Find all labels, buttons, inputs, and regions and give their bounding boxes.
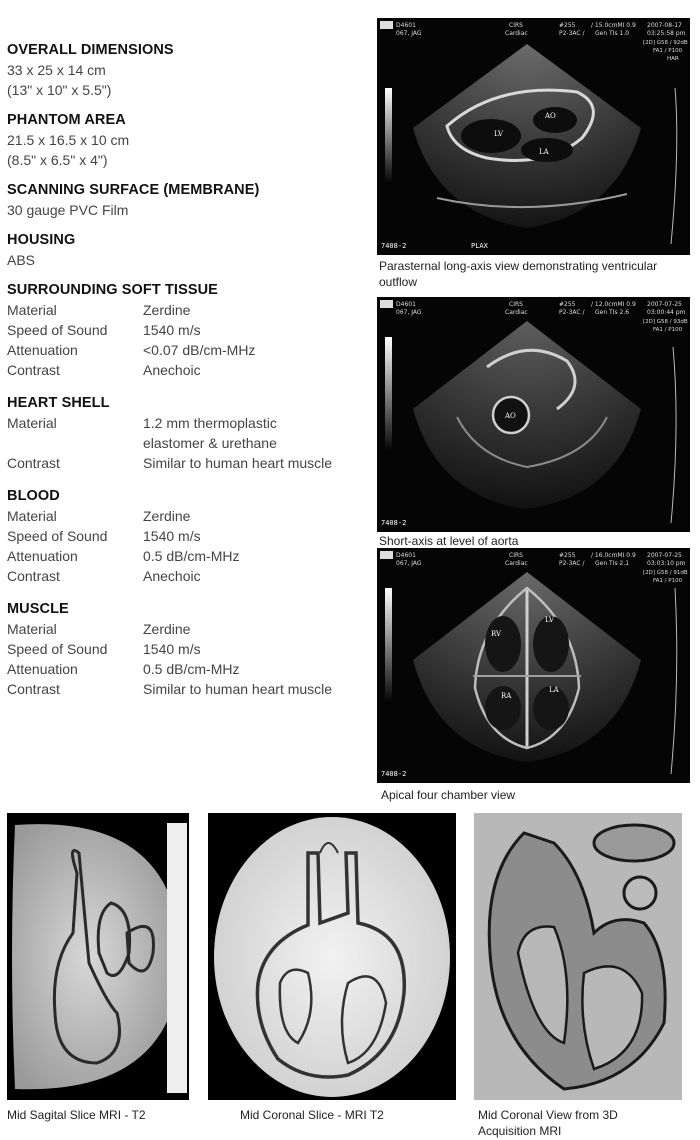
ultrasound-caption-apical xyxy=(381,787,696,803)
hdr-operator: 067, JAG xyxy=(396,560,422,567)
hdr-gen: Gen TIs 1.0 xyxy=(595,30,630,37)
spec-key: Contrast xyxy=(7,568,60,584)
spec-key: Material xyxy=(7,621,57,637)
hdr-settings-1: [2D] G58 / 91dB xyxy=(643,570,688,576)
caption-line: Mid Sagital Slice MRI - T2 xyxy=(7,1108,146,1122)
spec-value: 30 gauge PVC Film xyxy=(7,202,129,218)
section-title: BLOOD xyxy=(7,488,60,504)
hdr-time: 03:03:10 pm xyxy=(647,560,686,567)
spec-key: Attenuation xyxy=(7,661,78,677)
spec-row xyxy=(7,546,367,566)
hdr-settings-3: HAR xyxy=(667,56,679,62)
mri-coronal-graphic xyxy=(208,813,456,1100)
lv-cavity xyxy=(533,616,569,672)
spec-row xyxy=(7,413,367,433)
mri-caption-sagittal xyxy=(7,1107,207,1123)
hdr-depth: / 12.0cmMI 0.9 xyxy=(591,301,636,308)
ultrasound-image-apical xyxy=(377,548,690,783)
spec-key: Material xyxy=(7,508,57,524)
scanner-logo xyxy=(380,21,393,29)
chamber-label: LA xyxy=(539,148,549,156)
spec-list xyxy=(7,40,367,699)
spec-key: Contrast xyxy=(7,681,60,697)
spec-val: 0.5 dB/cm-MHz xyxy=(143,548,240,564)
hdr-gen: Gen TIs 2.6 xyxy=(595,309,630,316)
chamber-label: AO xyxy=(505,412,516,420)
lv-cavity xyxy=(461,119,521,153)
hdr-manufacturer: CIRS xyxy=(509,552,523,559)
ultrasound-plax-graphic xyxy=(377,18,690,255)
spec-row xyxy=(7,566,367,586)
spec-key: Material xyxy=(7,415,57,431)
spec-row xyxy=(7,340,367,360)
hdr-manufacturer: CIRS xyxy=(509,22,523,29)
section-title: SCANNING SURFACE (MEMBRANE) xyxy=(7,182,260,198)
spec-value: (8.5" x 6.5" x 4") xyxy=(7,152,108,168)
hdr-probe: P2-3AC / xyxy=(559,560,585,567)
spec-val: 1540 m/s xyxy=(143,322,201,338)
spec-overall-dimensions xyxy=(7,40,367,100)
mri-image-3d xyxy=(474,813,682,1100)
spec-key: Speed of Sound xyxy=(7,528,108,544)
ultrasound-caption-plax xyxy=(379,258,694,290)
caption-line: Short-axis at level of aorta xyxy=(379,534,519,548)
hdr-depth: / 15.0cmMI 0.9 xyxy=(591,22,636,29)
caption-line: Mid Coronal Slice - MRI T2 xyxy=(240,1108,384,1122)
section-title: SURROUNDING SOFT TISSUE xyxy=(7,282,218,298)
chamber-label: LA xyxy=(549,686,559,694)
spec-heart-shell xyxy=(7,393,367,473)
spec-key: Speed of Sound xyxy=(7,322,108,338)
hdr-gen: Gen TIs 2.1 xyxy=(595,560,630,567)
spec-row xyxy=(7,506,367,526)
mri-caption-3d xyxy=(478,1107,688,1139)
hdr-probe: P2-3AC / xyxy=(559,309,585,316)
spec-row xyxy=(7,619,367,639)
spec-value: 33 x 25 x 14 cm xyxy=(7,62,106,78)
vessel-ring-small xyxy=(624,877,656,909)
spec-row xyxy=(7,679,367,699)
hdr-time: 03:25:58 pm xyxy=(647,30,686,37)
caption-line: outflow xyxy=(379,275,418,289)
chamber-label: LV xyxy=(494,130,503,138)
spec-value: 21.5 x 16.5 x 10 cm xyxy=(7,132,130,148)
chamber-label: RV xyxy=(491,630,502,638)
hdr-time: 03:00:44 pm xyxy=(647,309,686,316)
mri-caption-coronal xyxy=(240,1107,460,1123)
spec-val: 1.2 mm thermoplastic xyxy=(143,415,277,431)
spec-row xyxy=(7,300,367,320)
ultrasound-caption-short-axis xyxy=(379,533,694,549)
spec-key xyxy=(7,433,143,453)
ultrasound-short-axis-graphic xyxy=(377,297,690,532)
hdr-operator: 067, JAG xyxy=(396,309,422,316)
section-title: HEART SHELL xyxy=(7,395,110,411)
spec-key: Contrast xyxy=(7,362,60,378)
spec-val: <0.07 dB/cm-MHz xyxy=(143,342,256,358)
hdr-mode: Cardiac xyxy=(505,30,528,37)
spec-row xyxy=(7,453,367,473)
ao-cavity xyxy=(533,107,577,133)
grayscale-bar xyxy=(385,88,392,184)
hdr-number: #255 xyxy=(559,301,576,308)
chamber-label: RA xyxy=(501,692,512,700)
spec-val: Similar to human heart muscle xyxy=(143,681,333,697)
spec-value: ABS xyxy=(7,252,36,268)
spec-phantom-area xyxy=(7,110,367,170)
hdr-date: 2007-08-17 xyxy=(647,22,682,29)
spec-blood xyxy=(7,486,367,586)
spec-val: Anechoic xyxy=(143,568,201,584)
mri-3d-graphic xyxy=(474,813,682,1100)
spec-val: elastomer & urethane xyxy=(143,435,277,451)
rv-cavity xyxy=(485,616,521,672)
caption-line: Apical four chamber view xyxy=(381,788,516,802)
chamber-label: LV xyxy=(545,616,554,624)
grayscale-bar xyxy=(385,588,392,704)
mri-image-coronal xyxy=(208,813,456,1100)
scanner-logo xyxy=(380,300,393,308)
caption-line: Parasternal long-axis view demonstrating ventricular xyxy=(379,259,658,273)
spec-val: Zerdine xyxy=(143,302,191,318)
caption-line: Acquisition MRI xyxy=(478,1124,562,1138)
image-code: 7408-2 xyxy=(381,242,407,250)
spec-row xyxy=(7,320,367,340)
hdr-settings-2: FA1 / P100 xyxy=(653,48,683,54)
hdr-id: D4601 xyxy=(396,552,416,559)
spec-val: Anechoic xyxy=(143,362,201,378)
hdr-number: #255 xyxy=(559,552,576,559)
spec-key: Attenuation xyxy=(7,342,78,358)
spec-value: (13" x 10" x 5.5") xyxy=(7,82,112,98)
hdr-probe: P2-3AC / xyxy=(559,30,585,37)
spec-row xyxy=(7,360,367,380)
spec-soft-tissue xyxy=(7,280,367,380)
hdr-number: #255 xyxy=(559,22,576,29)
ultrasound-image-short-axis xyxy=(377,297,690,532)
hdr-id: D4601 xyxy=(396,22,416,29)
spec-row xyxy=(7,639,367,659)
section-title: OVERALL DIMENSIONS xyxy=(7,42,174,58)
hdr-mode: Cardiac xyxy=(505,560,528,567)
hdr-settings-2: FA1 / P100 xyxy=(653,327,683,333)
hdr-settings-1: [2D] G58 / 93dB xyxy=(643,319,688,325)
section-title: PHANTOM AREA xyxy=(7,112,126,128)
spec-scanning-surface xyxy=(7,180,367,220)
ultrasound-image-plax xyxy=(377,18,690,255)
phantom-field xyxy=(214,817,450,1097)
spec-key: Attenuation xyxy=(7,548,78,564)
spec-row xyxy=(7,433,367,453)
ultrasound-apical-graphic xyxy=(377,548,690,783)
spec-key: Speed of Sound xyxy=(7,641,108,657)
image-code: 7408-2 xyxy=(381,519,407,527)
spec-val: 0.5 dB/cm-MHz xyxy=(143,661,240,677)
spec-val: 1540 m/s xyxy=(143,641,201,657)
hdr-id: D4601 xyxy=(396,301,416,308)
caption-line: Mid Coronal View from 3D xyxy=(478,1108,618,1122)
hdr-settings-1: [2D] G58 / 92dB xyxy=(643,40,688,46)
mri-sagittal-graphic xyxy=(7,813,189,1100)
spec-row xyxy=(7,526,367,546)
hdr-depth: / 16.0cmMI 0.9 xyxy=(591,552,636,559)
spec-val: Zerdine xyxy=(143,621,191,637)
image-code: 7408-2 xyxy=(381,770,407,778)
spec-val: 1540 m/s xyxy=(143,528,201,544)
spec-key: Contrast xyxy=(7,455,60,471)
section-title: MUSCLE xyxy=(7,601,69,617)
hdr-date: 2007-07-25 xyxy=(647,301,682,308)
spec-muscle xyxy=(7,599,367,699)
view-tag: PLAX xyxy=(471,242,488,250)
hdr-manufacturer: CIRS xyxy=(509,301,523,308)
hdr-mode: Cardiac xyxy=(505,309,528,316)
hdr-operator: 067, JAG xyxy=(396,30,422,37)
grayscale-bar xyxy=(385,337,392,453)
mri-image-sagittal xyxy=(7,813,189,1100)
spec-key: Material xyxy=(7,302,57,318)
spec-row xyxy=(7,659,367,679)
scanner-logo xyxy=(380,551,393,559)
hdr-date: 2007-07-25 xyxy=(647,552,682,559)
spec-housing xyxy=(7,230,367,270)
housing-wall xyxy=(167,823,187,1093)
vessel-ring xyxy=(594,825,674,861)
hdr-settings-2: FA1 / P100 xyxy=(653,578,683,584)
spec-val: Zerdine xyxy=(143,508,191,524)
section-title: HOUSING xyxy=(7,232,76,248)
chamber-label: AO xyxy=(545,112,556,120)
spec-val: Similar to human heart muscle xyxy=(143,455,333,471)
